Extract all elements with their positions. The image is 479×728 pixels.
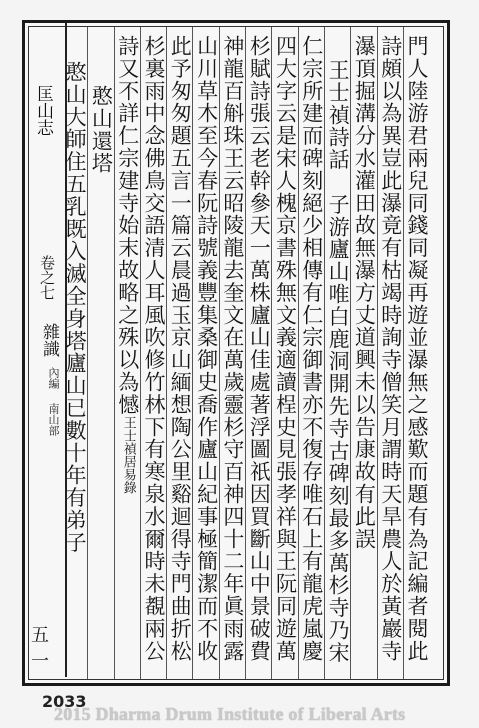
column-rule: [350, 27, 351, 679]
margin-volume: 卷之七: [38, 255, 56, 300]
text-column: [405, 35, 429, 662]
text-column: [352, 35, 376, 550]
column-text: 王士禎詩話 子游廬山唯白鹿洞開先寺古碑刻最多萬杉寺乃宋: [326, 59, 351, 664]
text-column: [142, 35, 166, 662]
text-column: [326, 35, 350, 664]
column-rule: [166, 27, 167, 679]
column-rule: [219, 27, 220, 679]
column-rule: [192, 27, 193, 679]
column-rule: [87, 27, 88, 679]
column-rule: [245, 27, 246, 679]
margin-book-title: 匡山志: [33, 85, 53, 136]
text-column: [379, 35, 403, 662]
text-column: [63, 35, 87, 554]
column-text: 門人陸游君兩兒同錢同凝再遊並瀑無之感歎而題有為記編者閱此: [405, 35, 429, 663]
column-rule: [140, 27, 141, 679]
column-text: 憨山大師住五乳既入滅全身塔廬山已數十年有弟子: [63, 61, 88, 554]
watermark-text: 2015 Dharma Drum Institute of Liberal Arts: [54, 704, 406, 724]
column-text: 杉賦詩張云老幹參天一萬株廬山佳處著浮圖祇因買斷山中景破費: [247, 35, 272, 663]
page-number: 2033: [42, 692, 87, 711]
text-column: [274, 35, 298, 662]
margin-sub-label-1: 內編: [47, 367, 60, 389]
margin-section-title: 雜識: [39, 323, 59, 357]
text-column: [195, 35, 219, 662]
column-text: 此予匆匆題五言一篇云晨過玉京山緬想陶公里谿迴得寺門曲折松: [168, 35, 193, 663]
page-frame: [22, 20, 450, 686]
text-column: [247, 35, 271, 662]
text-column: [116, 35, 140, 494]
column-text: 瀑頂掘溝分水灌田故無瀑方丈道興未以告康故有此誤: [352, 35, 377, 551]
column-source-note: 王士禎居易錄: [120, 415, 136, 494]
text-column: [221, 35, 245, 662]
column-rule: [403, 27, 404, 679]
column-rule: [298, 27, 299, 679]
column-text: 憨山還塔: [89, 85, 114, 175]
column-text: 神龍百斛珠王云昭陵龍去奎文在萬歲靈杉守百神四十二年眞雨露: [220, 35, 245, 663]
text-column: [89, 35, 113, 175]
column-rule: [114, 27, 115, 679]
column-rule: [324, 27, 325, 679]
column-text: 仁宗所建而碑刻絕少相傳有仁宗御書亦不復存唯石上有龍虎嵐慶: [299, 35, 324, 663]
column-text: 杉裏雨中念佛鳥交語清人耳風吹修竹林下有寒泉水爾時未覩兩公: [142, 35, 166, 663]
text-column: [300, 35, 324, 662]
column-rule: [377, 27, 378, 679]
text-column: [168, 35, 192, 662]
margin-column: [25, 23, 67, 677]
column-text: 山川草木至今春阮詩號義豐集桑御史喬作廬山紀事極簡潔而不收: [194, 35, 219, 663]
column-text: 詩又不詳仁宗建寺始末故略之殊以為憾: [115, 35, 140, 416]
margin-folio-number: 五一: [31, 625, 49, 672]
column-text: 四大字云是宋人槐京書殊無文義適讀桯史見張孝祥與王阮同遊萬: [273, 35, 298, 663]
column-rule: [271, 27, 272, 679]
margin-sub-label-2: 南山部: [47, 403, 60, 436]
column-text: 詩頗以為異豈此瀑竟有枯竭時詢寺僧笑月謂時天旱農人於黃巖寺: [378, 35, 403, 663]
